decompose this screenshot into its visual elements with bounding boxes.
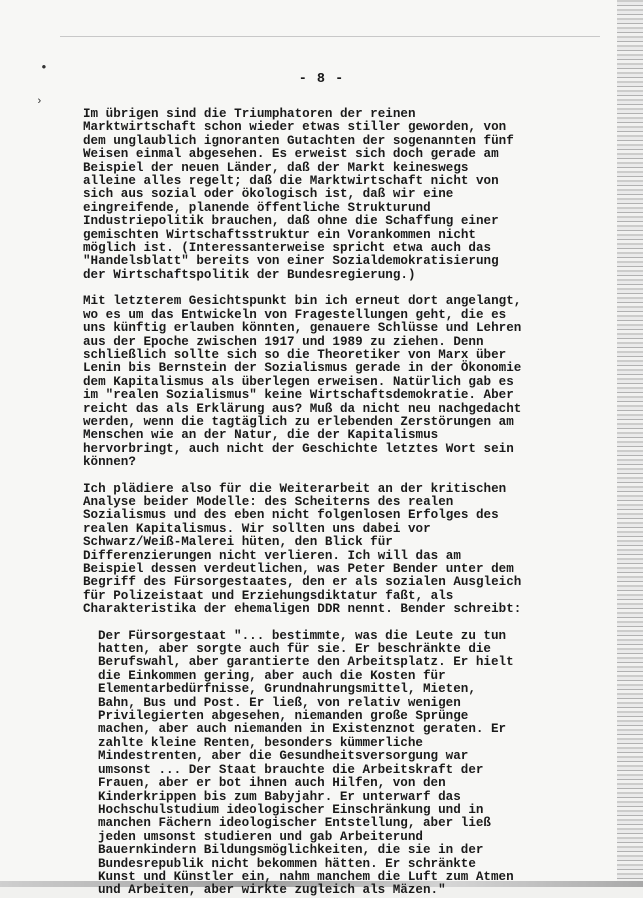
paragraph xyxy=(83,295,603,469)
margin-dot: • xyxy=(40,60,48,75)
quote-line: Bauernkindern Bildungsmöglichkeiten, die sie in der xyxy=(98,843,484,858)
text-line: schließlich sollte sich so die Theoretiker von Marx über xyxy=(83,347,507,362)
paragraph xyxy=(83,108,603,282)
quote-line: Bundesrepublik nicht bekommen hätten. Er schränkte xyxy=(98,856,476,871)
text-line: hervorbringt, auch nicht der Geschichte letztes Wort sein xyxy=(83,441,514,456)
text-line: Begriff des Fürsorgestaates, den er als sozialen Ausgleich xyxy=(83,575,522,590)
text-line: reicht das als Erklärung aus? Muß da nicht neu nachgedacht xyxy=(83,401,522,416)
text-line: können? xyxy=(83,455,136,470)
text-line: Menschen wie an der Natur, die der Kapitalismus xyxy=(83,428,439,443)
quote-line: Kinderkrippen bis zum Babyjahr. Er unterwarf das xyxy=(98,789,461,804)
text-line: sich aus sozial oder ökologisch ist, daß wir eine xyxy=(83,187,454,202)
text-line: Schwarz/Weiß-Malerei hüten, den Blick für xyxy=(83,535,393,550)
quote-line: Elementarbedürfnisse, Grundnahrungsmittel, Mieten, xyxy=(98,682,476,697)
scan-edge-top xyxy=(60,36,600,37)
margin-mark: › xyxy=(36,96,43,108)
text-line: Industriepolitik brauchen, daß ohne die Schaffung einer xyxy=(83,214,499,229)
quote-line: Frauen, aber er bot ihnen auch Hilfen, von den xyxy=(98,776,446,791)
quote-line: machen, aber auch niemanden in Existenznot geraten. Er xyxy=(98,722,507,737)
text-line: wo es um das Entwickeln von Fragestellungen geht, die es xyxy=(83,307,507,322)
text-line: uns künftig erlauben könnten, genauere Schlüsse und Lehren xyxy=(83,321,522,336)
text-line: der Wirtschaftspolitik der Bundesregierung.) xyxy=(83,267,416,282)
text-line: Weisen einmal abgesehen. Es erweist sich doch gerade am xyxy=(83,147,499,162)
paragraph xyxy=(83,483,603,617)
quote-line: Hochschulstudium ideologischer Einschränkung und in xyxy=(98,802,484,817)
text-line: Im übrigen sind die Triumphatoren der reinen xyxy=(83,107,416,121)
text-line: Marktwirtschaft schon wieder etwas stiller geworden, von xyxy=(83,120,507,135)
quote-line: Der Fürsorgestaat "... bestimmte, was die Leute zu tun xyxy=(98,628,507,643)
text-line: für Polizeistaat und Erziehungsdiktatur faßt, als xyxy=(83,588,454,603)
quote-line: umsonst ... Der Staat brauchte die Arbeitskraft der xyxy=(98,762,484,777)
text-line: im "realen Sozialismus" keine Wirtschaftsdemokratie. Aber xyxy=(83,388,514,403)
quote-line: zahlte kleine Renten, besonders kümmerliche xyxy=(98,735,423,750)
text-line: möglich ist. (Interessanterweise spricht etwa auch das xyxy=(83,241,492,256)
text-line: Beispiel der neuen Länder, daß der Markt keineswegs xyxy=(83,160,469,175)
text-line: aus der Epoche zwischen 1917 und 1989 zu ziehen. Denn xyxy=(83,334,484,349)
text-line: dem Kapitalismus als überlegen erweisen. Natürlich gab es xyxy=(83,374,514,389)
text-line: Analyse beider Modelle: des Scheiterns des realen xyxy=(83,494,454,509)
text-line: alleine alles regelt; daß die Marktwirtschaft nicht von xyxy=(83,174,499,189)
text-line: Lenin bis Bernstein der Sozialismus gerade in der Ökonomie xyxy=(83,361,522,376)
text-line: Ich plädiere also für die Weiterarbeit an der kritischen xyxy=(83,481,507,496)
quote-line: Berufswahl, aber garantierte den Arbeitsplatz. Er hielt xyxy=(98,655,514,670)
text-line: Mit letzterem Gesichtspunkt bin ich erneut dort angelangt, xyxy=(83,294,522,309)
quote-line: Mindestrenten, aber die Gesundheitsversorgung war xyxy=(98,749,469,764)
quote-line: Bahn, Bus und Post. Er ließ, von relativ wenigen xyxy=(98,695,461,710)
text-line: Charakteristika der ehemaligen DDR nennt. Bender schreibt: xyxy=(83,602,522,617)
quote-line: manchen Fächern ideologischer Entstellung, aber ließ xyxy=(98,816,491,831)
text-line: gemischten Wirtschaftsstruktur ein Vorankommen nicht xyxy=(83,227,476,242)
quote-line: jeden umsonst studieren und gab Arbeiterund xyxy=(98,829,423,844)
text-line: eingreifende, planende öffentliche Strukturund xyxy=(83,200,431,215)
quote-line: und Arbeiten, aber wirkte zugleich als Mäzen." xyxy=(98,883,446,898)
scan-edge-right xyxy=(617,0,643,887)
text-line: Sozialismus und des eben nicht folgenlosen Erfolges des xyxy=(83,508,499,523)
quote-line: Privilegierten abgesehen, niemanden große Sprünge xyxy=(98,709,469,724)
block-quote xyxy=(83,630,603,898)
quote-line: die Einkommen gering, aber auch die Kosten für xyxy=(98,668,446,683)
text-line: Beispiel dessen verdeutlichen, was Peter Bender unter dem xyxy=(83,562,514,576)
quote-line: Kunst und Künstler ein, nahm manchem die Luft zum Atmen xyxy=(98,869,514,884)
text-line: "Handelsblatt" bereits von einer Sozialdemokratisierung xyxy=(83,254,499,269)
text-line: werden, wenn die tagtäglich zu erlebenden Zerstörungen am xyxy=(83,414,514,429)
body-text xyxy=(83,108,603,898)
text-line: Differenzierungen nicht verlieren. Ich will das am xyxy=(83,548,461,563)
text-line: dem unglaublich ignoranten Gutachten der sogenannten fünf xyxy=(83,133,514,148)
page-number: - 8 - xyxy=(298,72,345,87)
quote-line: hatten, aber sorgte auch für sie. Er beschränkte die xyxy=(98,642,491,657)
text-line: realen Kapitalismus. Wir sollten uns dabei vor xyxy=(83,521,431,536)
